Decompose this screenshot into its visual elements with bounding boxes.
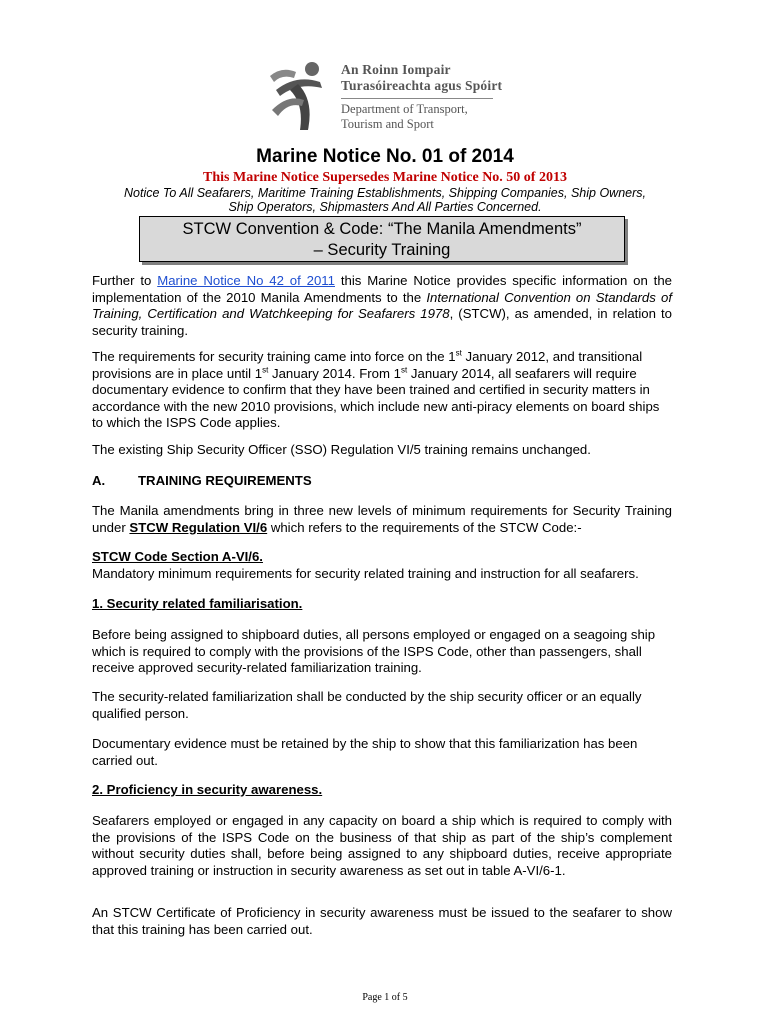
logo-irish-line-2: Turasóireachta agus Spóirt [341,78,503,93]
paragraph-conducted-by: The security-related familiarization shall be conducted by the ship security officer or an equally qualified person. [92,689,642,721]
ordinal-suffix: st [262,365,269,375]
notice-audience [100,186,670,214]
paragraph-intro-text-2: this Marine Notice provides specific information on the implementation of the 2010 Manila Amendments to the [92,273,673,305]
ordinal-suffix: st [401,365,408,375]
code-section-text: Mandatory minimum requirements for security related training and instruction for all seafarers. [92,565,639,581]
paragraph-familiarisation: Before being assigned to shipboard duties, all persons employed or engaged on a seagoing ship which is required to comply with the provisions of the ISPS Code, other than passengers, shall receive approved security-related familiarization training. [92,627,656,676]
paragraph-intro-text-3: , (STCW), as amended, in relation to security training. [92,306,672,338]
paragraph-requirements [92,349,672,432]
subject-line-1: STCW Convention & Code: “The Manila Amendments” [182,220,582,238]
supersedes-notice: This Marine Notice Supersedes Marine Notice No. 50 of 2013 [203,170,567,185]
section-a-letter: A. [92,473,106,488]
department-logo-mark-icon [268,60,332,132]
regulation-vi-6: STCW Regulation VI/6 [129,519,268,535]
heading-familiarisation: 1. Security related familiarisation. [92,596,303,611]
logo-english-line-2: Tourism and Sport [341,117,434,131]
paragraph-manila-text-2: which refers to the requirements of the STCW Code:- [267,519,582,535]
paragraph-requirements-text-2: January 2012, and transitional provisions are in place until 1 [92,349,643,381]
section-a-title: TRAINING REQUIREMENTS [138,473,312,488]
logo-irish-line-1: An Roinn Iompair [341,62,451,77]
paragraph-manila-text-1: The Manila amendments bring in three new levels of minimum requirements for Security Training under [92,503,672,535]
paragraph-intro [92,273,672,339]
paragraph-proficiency: Seafarers employed or engaged in any capacity on board a ship which is required to comply with the provisions of the ISPS Code on the business of that ship as part of the ship’s complement without security duties shall, before being assigned to any shipboard duties, receive appropriate approved training or instruction in security awareness as set out in table A-VI/6-1. [92,813,672,878]
logo-divider [341,98,493,99]
section-a-heading [92,473,312,488]
subject-box [139,216,625,262]
page-number: Page 1 of 5 [362,992,408,1003]
notice-audience-line-2: Ship Operators, Shipmasters And All Parties Concerned. [228,200,542,214]
convention-name: International Convention on Standards of Training, Certification and Watchkeeping for Seafarers 1978 [92,289,672,322]
paragraph-intro-text: Further to [92,273,158,288]
ordinal-suffix: st [455,348,462,358]
heading-proficiency: 2. Proficiency in security awareness. [92,782,323,797]
code-section-heading: STCW Code Section A-VI/6. [92,549,263,564]
paragraph-certificate: An STCW Certificate of Proficiency in security awareness must be issued to the seafarer to show that this training has been carried out. [92,905,672,937]
department-logo [268,60,503,135]
code-section [92,549,672,582]
page-title: Marine Notice No. 01 of 2014 [256,146,514,167]
logo-english-line-1: Department of Transport, [341,102,468,116]
paragraph-requirements-text-4: January 2014, all seafarers will require documentary evidence to confirm that they have been trained and certified in security matters in accordance with the new 2010 provisions, which include new anti-piracy elements on board ships to which the ISPS Code applies. [92,365,660,431]
paragraph-sso: The existing Ship Security Officer (SSO) Regulation VI/5 training remains unchanged. [92,442,591,457]
marine-notice-42-link[interactable]: Marine Notice No 42 of 2011 [157,273,335,288]
notice-audience-line-1: Notice To All Seafarers, Maritime Training Establishments, Shipping Companies, Ship Owners, [124,186,646,200]
subject-line-2: – Security Training [313,241,451,259]
paragraph-requirements-text-3: January 2014. From 1 [268,365,401,381]
paragraph-requirements-text-1: The requirements for security training came into force on the 1 [92,349,456,364]
paragraph-manila [92,503,672,536]
paragraph-documentary-evidence: Documentary evidence must be retained by the ship to show that this familiarization has been carried out. [92,736,638,768]
